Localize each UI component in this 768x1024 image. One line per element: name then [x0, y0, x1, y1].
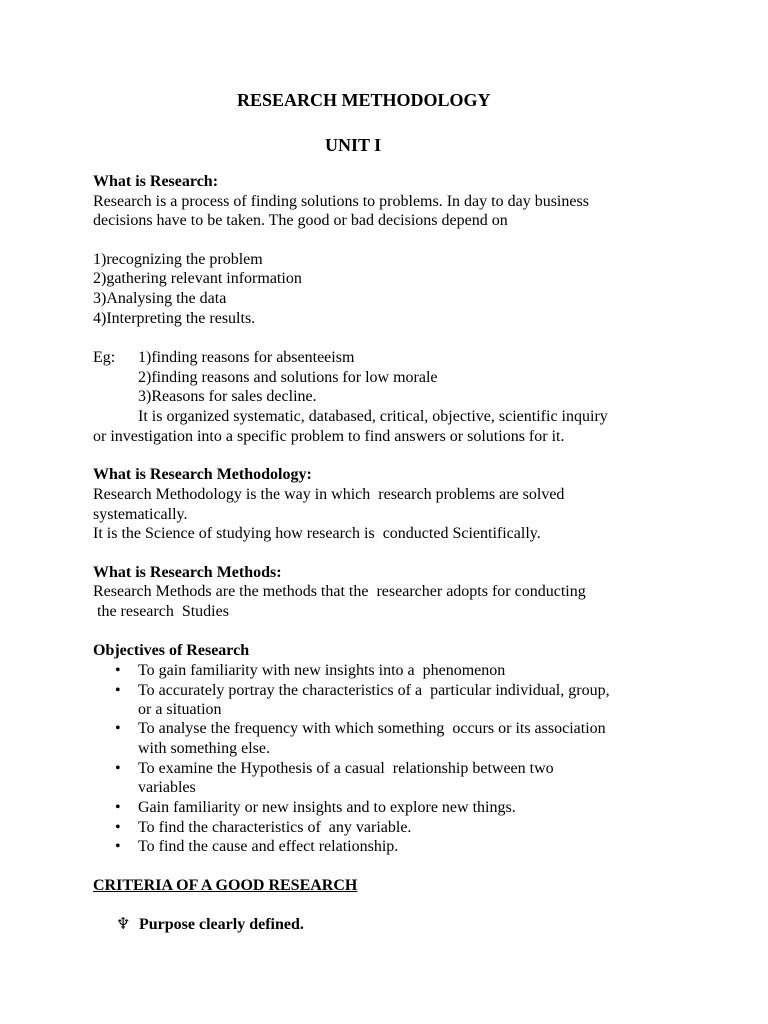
criteria-heading: CRITERIA OF A GOOD RESEARCH — [93, 877, 358, 894]
bullet-dot: • — [115, 760, 121, 777]
objectives-heading: Objectives of Research — [93, 642, 250, 659]
objective-item-cont: variables — [138, 779, 196, 796]
objective-item: To examine the Hypothesis of a casual relationship between two — [138, 760, 554, 777]
methodology-line: Research Methodology is the way in which research problems are solved — [93, 486, 565, 503]
example-item: 3)Reasons for sales decline. — [138, 388, 317, 405]
bullet-dot: • — [115, 819, 121, 836]
objective-item-cont: with something else. — [138, 740, 270, 757]
step-item: 2)gathering relevant information — [93, 270, 302, 287]
example-item: 1)finding reasons for absenteeism — [138, 349, 355, 366]
methodology-line: It is the Science of studying how research is conducted Scientifically. — [93, 525, 541, 542]
step-item: 1)recognizing the problem — [93, 251, 263, 268]
criteria-bullet-icon: ♆ — [116, 916, 131, 933]
objective-item: To accurately portray the characteristics of a particular individual, group, — [138, 682, 610, 699]
research-line: decisions have to be taken. The good or bad decisions depend on — [93, 212, 508, 229]
unit-heading: UNIT I — [325, 135, 382, 155]
methods-heading: What is Research Methods: — [93, 564, 282, 581]
bullet-dot: • — [115, 682, 121, 699]
example-item: 2)finding reasons and solutions for low morale — [138, 369, 438, 386]
step-item: 4)Interpreting the results. — [93, 310, 256, 327]
objective-item: To gain familiarity with new insights into a phenomenon — [138, 662, 506, 679]
methods-line: Research Methods are the methods that the researcher adopts for conducting — [93, 583, 586, 600]
objective-item: To analyse the frequency with which something occurs or its association — [138, 720, 606, 737]
research-line: Research is a process of finding solutions to problems. In day to day business — [93, 193, 589, 210]
objective-item: To find the characteristics of any variable. — [138, 819, 412, 836]
document-title: RESEARCH METHODOLOGY — [237, 90, 491, 110]
research-heading: What is Research: — [93, 173, 219, 190]
criteria-item: Purpose clearly defined. — [139, 916, 304, 933]
research-para-line: It is organized systematic, databased, critical, objective, scientific inquiry — [138, 408, 608, 425]
objective-item-cont: or a situation — [138, 701, 222, 718]
methodology-line: systematically. — [93, 506, 188, 523]
research-para-line: or investigation into a specific problem to find answers or solutions for it. — [93, 428, 565, 445]
bullet-dot: • — [115, 720, 121, 737]
eg-label: Eg: — [93, 349, 116, 366]
methods-line: the research Studies — [93, 603, 229, 620]
bullet-dot: • — [115, 838, 121, 855]
objective-item: To find the cause and effect relationship. — [138, 838, 399, 855]
step-item: 3)Analysing the data — [93, 290, 227, 307]
objective-item: Gain familiarity or new insights and to explore new things. — [138, 799, 516, 816]
bullet-dot: • — [115, 662, 121, 679]
methodology-heading: What is Research Methodology: — [93, 466, 312, 483]
bullet-dot: • — [115, 799, 121, 816]
